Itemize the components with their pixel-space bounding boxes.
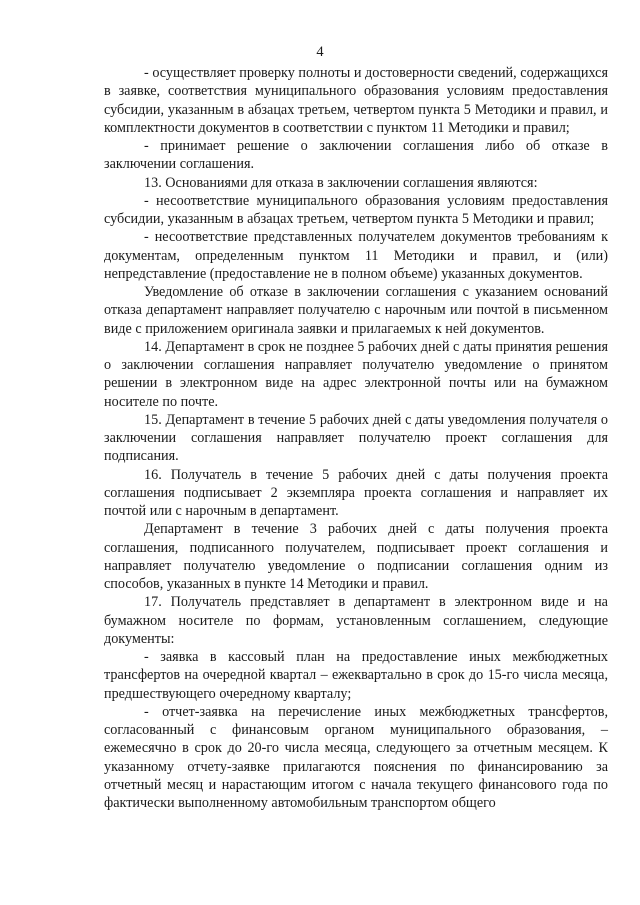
paragraph: - несоответствие муниципального образования условиям предоставления субсидии, указанным в абзацах третьем, четвертом пункта 5 Методики и правил; (104, 192, 608, 227)
paragraph: - заявка в кассовый план на предоставление иных межбюджетных трансфертов на очередной квартал – ежеквартально в срок до 15-го числа месяца, предшествующего очередному кварталу; (104, 649, 608, 702)
paragraph: - несоответствие представленных получателем документов требованиям к документам, определенным пунктом 11 Методики и правил, и (или) непредставление (предоставление не в полном объеме) указанных документов. (104, 229, 608, 282)
paragraph: - принимает решение о заключении соглашения либо об отказе в заключении соглашения. (104, 138, 608, 173)
paragraph: - отчет-заявка на перечисление иных межбюджетных трансфертов, согласованный с финансовым органом муниципального образования, – ежемесячно в срок до 20-го числа месяца, следующего за отчетным месяцем. К указанному отчету-заявке прилагаются пояснения по финансированию за отчетный месяц и нарастающим итогом с начала текущего финансового года по фактически выполненному автомобильным транспортом общего (104, 703, 608, 811)
paragraph: Департамент в течение 3 рабочих дней с даты получения проекта соглашения, подписанного получателем, подписывает проект соглашения и направляет получателю уведомление о подписании соглашения одним из способов, указанных в пункте 14 Методики и правил. (104, 521, 608, 592)
paragraph: 14. Департамент в срок не позднее 5 рабочих дней с даты принятия решения о заключении соглашения направляет получателю уведомление о принятом решении в электронном виде на адрес электронной почты или на бумажном носителе по почте. (104, 338, 608, 410)
paragraph: 16. Получатель в течение 5 рабочих дней с даты получения проекта соглашения подписывает 2 экземпляра проекта соглашения и направляет их почтой или с нарочным в департамент. (104, 466, 608, 519)
paragraph: 15. Департамент в течение 5 рабочих дней с даты уведомления получателя о заключении соглашения направляет получателю проект соглашения для подписания. (104, 411, 608, 465)
paragraph: Уведомление об отказе в заключении соглашения с указанием оснований отказа департамент направляет получателю с нарочным или почтой в письменном виде с приложением оригинала заявки и прилагаемых к ней документов. (104, 284, 608, 337)
paragraph: 13. Основаниями для отказа в заключении соглашения являются: (144, 174, 538, 191)
document-body (104, 64, 608, 812)
paragraph: - осуществляет проверку полноты и достоверности сведений, содержащихся в заявке, соответствия муниципального образования условиям предоставления субсидии, указанным в абзацах третьем, четвертом пункта 5 Методики и правил, и комплектности документов в соответствии с пунктом 11 Методики и правил; (104, 65, 608, 136)
paragraph: 17. Получатель представляет в департамент в электронном виде и на бумажном носителе по формам, установленным соглашением, следующие документы: (104, 594, 608, 647)
page-number: 4 (316, 44, 324, 60)
